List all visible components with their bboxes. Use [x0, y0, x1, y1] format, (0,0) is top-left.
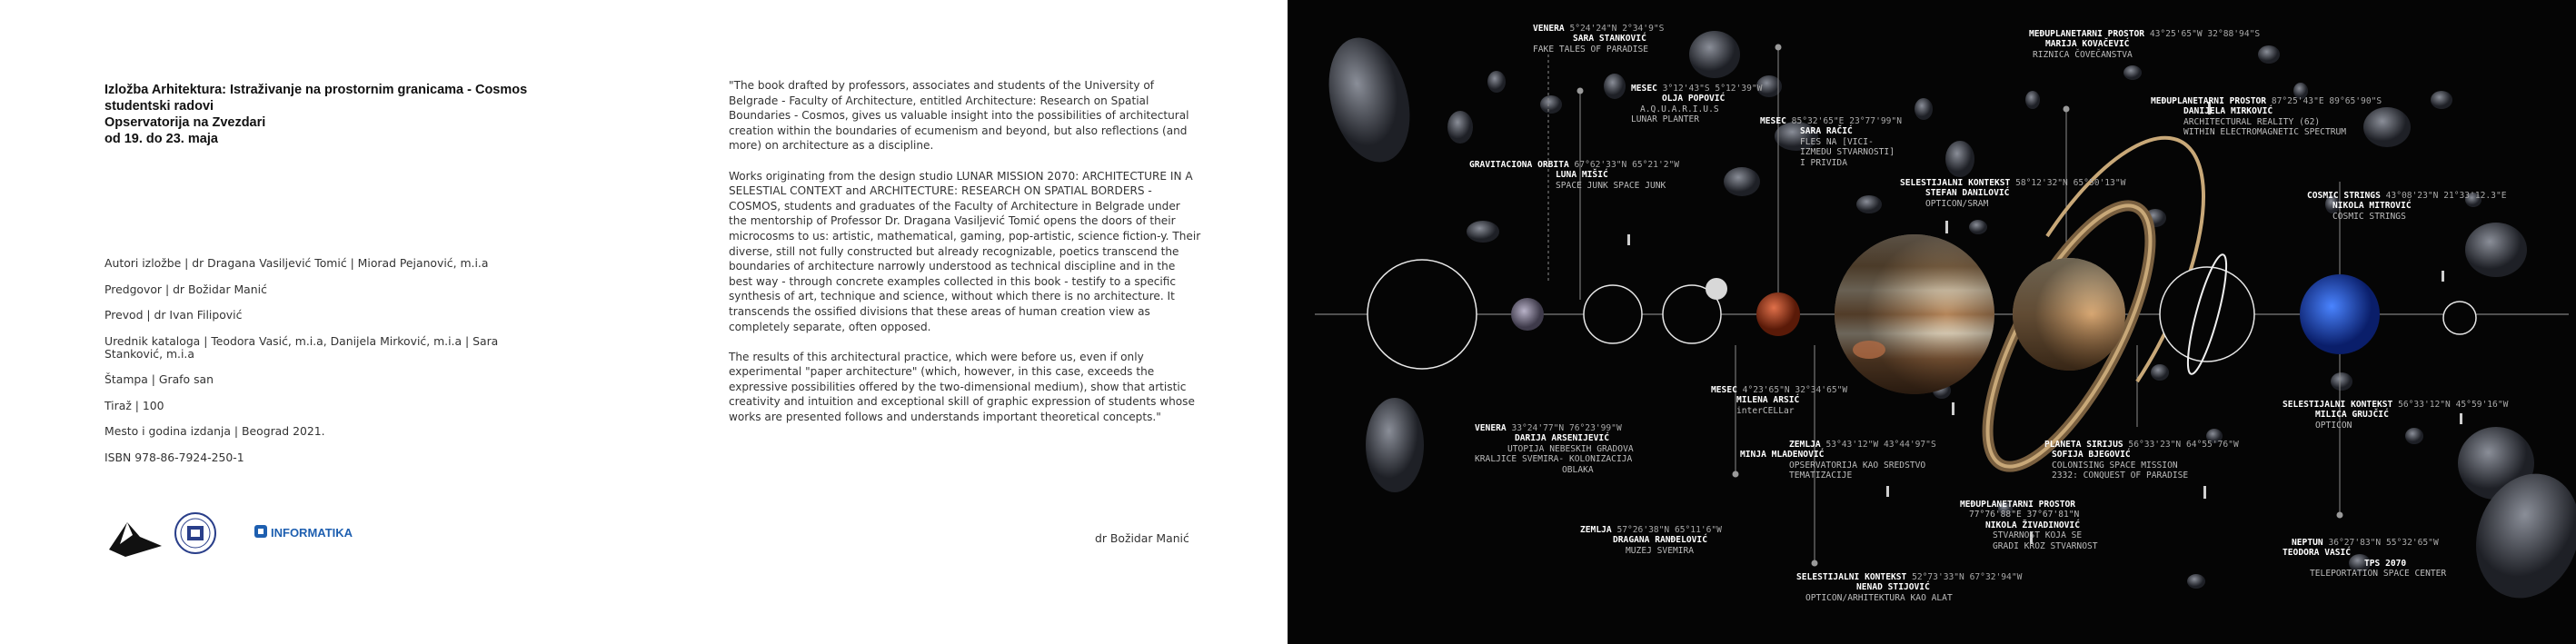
label-neptun-vasic: NEPTUN 36°27'83"N 55°32'65"W TEODORA VASIĆ TPS 2070 TELEPORTATION SPACE CENTER — [2283, 538, 2447, 580]
label-selestijalni-stijovic: SELESTIJALNI KONTEKST 52°73'33"N 67°32'94"W NENAD STIJOVIĆ OPTICON/ARHITEKTURA KAO ALAT — [1796, 572, 2023, 603]
asteroid — [2025, 91, 2040, 109]
logo-row — [107, 504, 380, 559]
asteroid — [2431, 91, 2452, 109]
colophon-print: Štampa | Grafo san — [104, 372, 214, 386]
colophon-translation: Prevod | dr Ivan Filipović — [104, 308, 243, 322]
asteroid — [2123, 65, 2142, 80]
asteroid — [1915, 98, 1933, 120]
great-red-spot — [1853, 341, 1885, 359]
asteroid — [2151, 364, 2169, 381]
asteroid — [1945, 141, 1974, 177]
signature: dr Božidar Manić — [1095, 531, 1189, 545]
mercury-planet — [1511, 298, 1544, 331]
paragraph: The results of this architectural practice, which were before us, even if only experimental "paper architecture" (which, however, in this case, exceeds the expressive possibilities offered by the two-dimensional medium), show that artistic creativity and intuition and exceptional skill of graphic expression of students whose works are presented follows and understands important theoretical concepts." — [729, 350, 1195, 424]
asteroid — [1540, 95, 1562, 114]
orbit-ring-planet — [1584, 285, 1642, 343]
asteroid — [1724, 167, 1760, 196]
exhibition-title — [104, 82, 577, 147]
faculty-logo — [109, 522, 162, 557]
asteroid — [1969, 220, 1987, 234]
asteroid — [2258, 45, 2280, 64]
moon-planet — [1706, 278, 1727, 300]
title-line: Izložba Arhitektura: Istraživanje na prostornim granicama - Cosmos — [104, 83, 528, 97]
colophon-place-year: Mesto i godina izdanja | Beograd 2021. — [104, 424, 325, 438]
label-gravitaciona-misic: GRAVITACIONA ORBITA 67°62'33"N 65°21'2"W LUNA MIŠIĆ SPACE JUNK SPACE JUNK — [1469, 160, 1680, 191]
label-venera-stankovic: VENERA 5°24'24"N 2°34'9"S SARA STANKOVIĆ FAKE TALES OF PARADISE — [1533, 24, 1665, 54]
label-venera-arsenijevic: VENERA 33°24'77"N 76°23'99"W DARIJA ARSENIJEVIĆ UTOPIJA NEBESKIH GRADOVA KRALJICE SVEMIRA- KOLONIZACIJA OBLAKA — [1475, 423, 1634, 475]
orbit-ring-planet — [1368, 260, 1477, 369]
logos — [107, 504, 380, 559]
paragraph: Works originating from the design studio LUNAR MISSION 2070: ARCHITECTURE IN A SELESTIAL CONTEXT and ARCHITECTURE: RESEARCH ON SPATIAL BORDERS - COSMOS, students and graduates of the Faculty of Architecture in Belgrade under the mentorship of Professor Dr. Dragana Vasiljević Tomić opens the doors of their microcosms to us: artistic, mathematical, gaming, pop-artistic, science fiction-y. Their diverse, still not fully constructed but already recognizable, poetics transcend the boundaries of architecture narrowly understood as technical discipline and in the best way - through concrete examples collected in this book - testify to a specific synthesis of art, technique and science, without which there is no architecture. It transcends the ossified divisions that these areas of human creation view as completely separate, often opposed. — [729, 169, 1201, 333]
colophon — [104, 257, 504, 477]
university-seal — [175, 513, 215, 553]
asteroid — [1487, 71, 1506, 93]
label-zemlja-mladenovic: ZEMLJA 53°43'12"W 43°44'97"S MINJA MLADENOVIĆ OPSERVATORIJA KAO SREDSTVO TEMATIZACIJE — [1740, 440, 1936, 481]
asteroid — [1689, 31, 1740, 78]
right-page — [1288, 0, 2576, 644]
foreword-text — [729, 78, 1201, 440]
informatika-logo — [254, 525, 353, 540]
paragraph: "The book drafted by professors, associates and students of the University of Belgrade - Faculty of Architecture, entitled Architecture: Research on Spatial Boundaries - Cosmos, gives us valuable insight into the possibilities of architectural creation within the boundaries of ecumenism and beyond, but also reflections (and more) on architecture as a discipline. — [729, 79, 1189, 153]
label-planeta-sirijus-bjegovic: PLANETA SIRIJUS 56°33'23"N 64°55'76"W SOFIJA BJEGOVIĆ COLONISING SPACE MISSION 2332: CONQUEST OF PARADISE — [2044, 440, 2239, 481]
label-mesec-popovic: MESEC 3°12'43"S 5°12'39"W OLJA POPOVIĆ A.Q.U.A.R.I.U.S LUNAR PLANTER — [1631, 84, 1763, 125]
colophon-authors: Autori izložbe | dr Dragana Vasiljević Tomić | Miorad Pejanović, m.i.a — [104, 256, 489, 270]
label-medjuplanetarni-zivadinovic: MEĐUPLANETARNI PROSTOR 77°76'88"E 37°67'81"N NIKOLA ŽIVADINOVIĆ STVARNOST KOJA SE GRADI KROZ STVARNOST — [1960, 500, 2098, 551]
colophon-editors: Urednik kataloga | Teodora Vasić, m.i.a, Danijela Mirković, m.i.a | Sara Stanković, m.i.a — [104, 333, 499, 361]
label-selestijalni-grujcic: SELESTIJALNI KONTEKST 56°33'12"N 45°59'16"W MILICA GRUJČIĆ OPTICON — [2283, 400, 2509, 431]
colophon-isbn: ISBN 978-86-7924-250-1 — [104, 450, 244, 464]
label-mesec-arsic: MESEC 4°23'65"N 32°34'65"W MILENA ARSIĆ interCELLar — [1711, 385, 1848, 416]
colophon-copies: Tiraž | 100 — [104, 398, 164, 412]
label-zemlja-randelovic: ZEMLJA 57°26'38"N 65°11'6"W DRAGANA RANĐELOVIĆ MUZEJ SVEMIRA — [1580, 525, 1722, 556]
title-line: od 19. do 23. maja — [104, 132, 218, 146]
asteroid — [2331, 372, 2352, 391]
asteroid — [1316, 29, 1422, 172]
label-mesec-racic: MESEC 85°32'65"E 23°77'99"N SARA RAČIĆ FLES NA [VICI- IZMEDU STVARNOSTI] I PRIVIDA — [1760, 116, 1902, 168]
neptune-planet — [2300, 274, 2380, 354]
mars-planet — [1756, 292, 1800, 336]
title-line: Opservatorija na Zvezdari — [104, 115, 266, 130]
colophon-foreword: Predgovor | dr Božidar Manić — [104, 282, 267, 296]
asteroid — [1604, 74, 1626, 99]
asteroid — [1366, 398, 1424, 492]
informatika-text: INFORMATIKA — [271, 526, 353, 540]
title-line: studentski radovi — [104, 99, 214, 114]
label-medjuplanetarni-kovacevic: MEĐUPLANETARNI PROSTOR 43°25'65"W 32°88'94"S MARIJA KOVAČEVIĆ RIZNICA ČOVEČANSTVA — [2029, 29, 2261, 60]
asteroid — [2465, 223, 2527, 277]
asteroid — [1856, 195, 1882, 213]
asteroid — [1447, 111, 1473, 144]
label-cosmic-strings-mitrovic: COSMIC STRINGS 43°08'23"N 21°33'12.3"E NIKOLA MITROVIĆ COSMIC STRINGS — [2307, 191, 2507, 222]
asteroid — [2187, 574, 2205, 589]
orbit-ring-planet — [2443, 302, 2476, 334]
asteroid — [1467, 221, 1499, 243]
label-selestijalni-danilovic: SELESTIJALNI KONTEKST 58°12'32"N 65°50'13"W STEFAN DANILOVIĆ OPTICON/SRAM — [1900, 178, 2126, 209]
label-medjuplanetarni-mirkovic: MEĐUPLANETARNI PROSTOR 87°25'43"E 89°65'90"S DANIJELA MIRKOVIĆ ARCHITECTURAL REALITY (62) WITHIN ELECTROMAGNETIC SPECTRUM — [2151, 96, 2382, 138]
